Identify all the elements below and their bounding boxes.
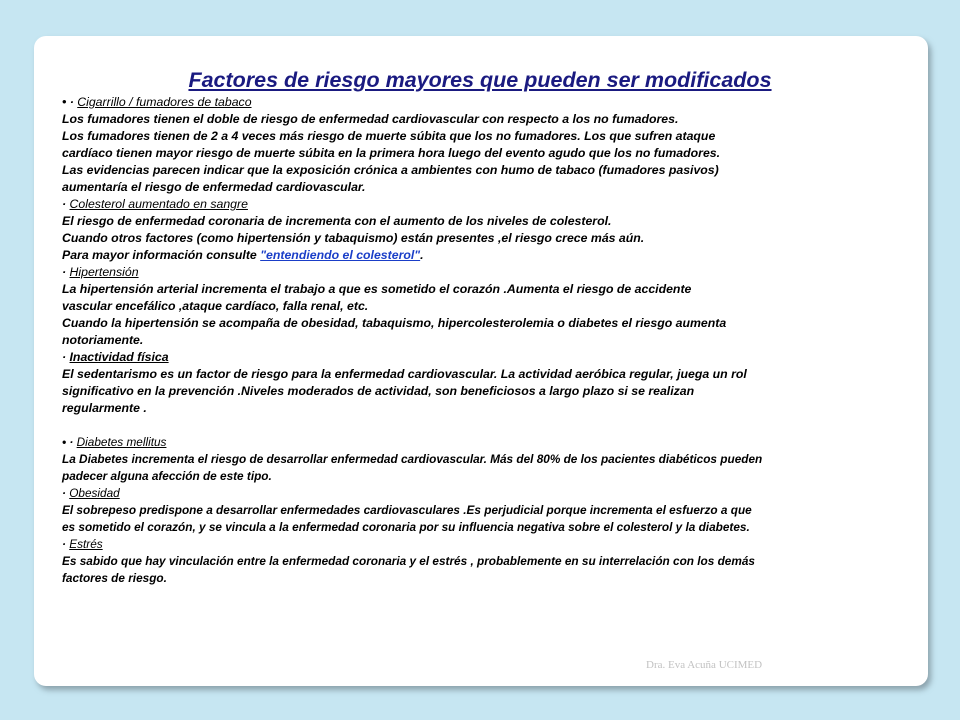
colesterol-link[interactable]: "entendiendo el colesterol" bbox=[260, 248, 421, 262]
text-line: aumentaría el riesgo de enfermedad cardiovascular. bbox=[62, 180, 366, 194]
text-line: notoriamente. bbox=[62, 333, 144, 347]
footer-credit: Dra. Eva Acuña UCIMED bbox=[646, 659, 763, 671]
heading-text: Cigarrillo / fumadores de tabaco bbox=[77, 95, 252, 109]
text-line: Las evidencias parecen indicar que la exposición crónica a ambientes con humo de tabaco (fumadores pasivos) bbox=[62, 163, 719, 177]
heading-text: Diabetes mellitus bbox=[76, 435, 167, 449]
text-line: vascular encefálico ,ataque cardíaco, falla renal, etc. bbox=[62, 299, 369, 313]
text-line: El riesgo de enfermedad coronaria de incrementa con el aumento de los niveles de colesterol. bbox=[62, 214, 612, 228]
slide-title: Factores de riesgo mayores que pueden ser modificados bbox=[188, 68, 772, 92]
text-line: El sobrepeso predispone a desarrollar enfermedades cardiovasculares .Es perjudicial porque incrementa el esfuerzo a que bbox=[62, 503, 752, 517]
heading-text: Inactividad física bbox=[69, 350, 169, 364]
heading-text: Colesterol aumentado en sangre bbox=[69, 197, 248, 211]
heading-text: Estrés bbox=[69, 537, 103, 551]
section-heading-estres: · Estrés bbox=[62, 537, 103, 551]
heading-text: Hipertensión bbox=[69, 265, 139, 279]
heading-text: Obesidad bbox=[69, 486, 120, 500]
section-heading-colesterol: · Colesterol aumentado en sangre bbox=[62, 197, 248, 211]
text-line: Los fumadores tienen de 2 a 4 veces más riesgo de muerte súbita que los no fumadores. Los que sufren ataque bbox=[62, 129, 716, 143]
section-heading-hipertension: · Hipertensión bbox=[62, 265, 139, 279]
text-line: es sometido el corazón, y se vincula a la enfermedad coronaria por su influencia negativa sobre el colesterol y la diabetes. bbox=[62, 520, 750, 534]
text-line: La hipertensión arterial incrementa el trabajo a que es sometido el corazón .Aumenta el riesgo de accidente bbox=[62, 282, 692, 296]
text-line: Cuando otros factores (como hipertensión y tabaquismo) están presentes ,el riesgo crece más aún. bbox=[62, 231, 645, 245]
text-line: La Diabetes incrementa el riesgo de desarrollar enfermedad cardiovascular. Más del 80% de los pacientes diabéticos pueden bbox=[62, 452, 763, 466]
text-line: Es sabido que hay vinculación entre la enfermedad coronaria y el estrés , probablemente en su interrelación con los demás bbox=[62, 554, 755, 568]
spacer bbox=[62, 417, 908, 434]
text-line: cardíaco tienen mayor riesgo de muerte súbita en la primera hora luego del evento agudo que los no fumadores. bbox=[62, 146, 721, 160]
text-line: Para mayor información consulte "entendiendo el colesterol". bbox=[62, 248, 424, 262]
text-line: Cuando la hipertensión se acompaña de obesidad, tabaquismo, hipercolesterolemia o diabetes el riesgo aumenta bbox=[62, 316, 727, 330]
text-line: El sedentarismo es un factor de riesgo para la enfermedad cardiovascular. La actividad aeróbica regular, juega un rol bbox=[62, 367, 747, 381]
slide-content bbox=[62, 66, 908, 587]
section-heading-cigarrillo: • · Cigarrillo / fumadores de tabaco bbox=[62, 95, 252, 109]
text-line: Los fumadores tienen el doble de riesgo de enfermedad cardiovascular con respecto a los no fumadores. bbox=[62, 112, 679, 126]
text-line: significativo en la prevención .Niveles moderados de actividad, son beneficiosos a largo plazo si se realizan bbox=[62, 384, 695, 398]
section-heading-diabetes: • · Diabetes mellitus bbox=[62, 435, 167, 449]
text-line: padecer alguna afección de este tipo. bbox=[62, 469, 272, 483]
text-line: regularmente . bbox=[62, 401, 147, 415]
section-heading-inactividad: · Inactividad física bbox=[62, 350, 169, 364]
section-heading-obesidad: · Obesidad bbox=[62, 486, 120, 500]
text-line: factores de riesgo. bbox=[62, 571, 167, 585]
small-text-block bbox=[62, 434, 908, 587]
